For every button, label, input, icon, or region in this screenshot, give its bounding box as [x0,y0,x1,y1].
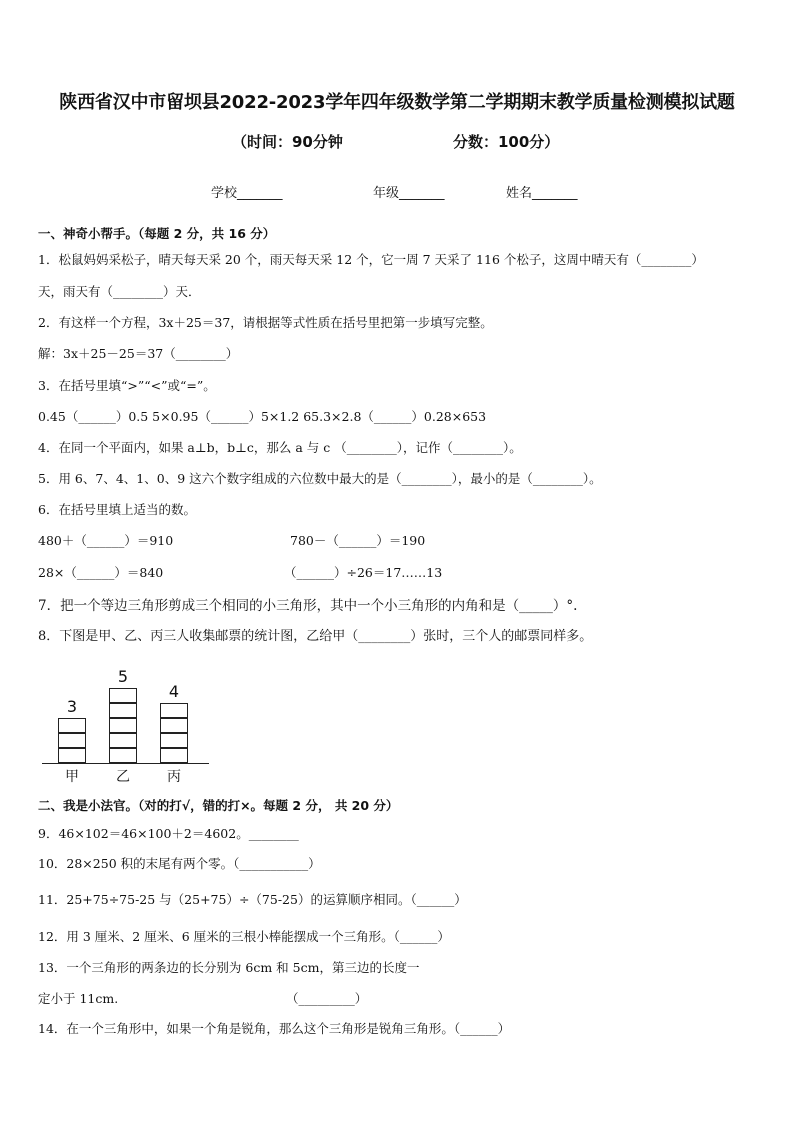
question-12: 12．用 3 厘米、2 厘米、6 厘米的三根小棒能摆成一个三角形。（______） [38,929,450,944]
question-9: 9．46×102＝46×100＋2＝4602。________ [38,826,299,841]
question-5: 5．用 6、7、4、1、0、9 这六个数字组成的六位数中最大的是（________），最小的是（________）。 [38,471,602,486]
section1-title: 一、神奇小帮手。（每题 2 分，共 16 分） [38,226,276,241]
question-6-item-a: 480＋（______）＝910 [38,533,174,548]
question-8: 8．下图是甲、乙、丙三人收集邮票的统计图，乙给甲（________）张时，三个人的邮票同样多。 [38,629,593,644]
question-10: 10．28×250 积的末尾有两个零。（___________） [38,856,321,871]
chart-category-label: 丙 [167,769,181,785]
question-13-line-2: 定小于 11cm. [38,991,119,1006]
chart-category-label: 甲 [65,769,79,785]
question-1-line-1: 1．松鼠妈妈采松子，晴天每天采 20 个，雨天每天采 12 个，它一周 7 天采了 116 个松子，这周中晴天有（________） [38,252,704,267]
chart-bar-unit [58,748,86,763]
chart-bar-unit [160,703,188,718]
chart-bar-unit [109,733,137,748]
chart-category-label: 乙 [116,769,130,785]
question-6-item-d: （______）÷26＝17……13 [284,565,443,580]
chart-value-label: 3 [66,697,78,716]
section2-title: 二、我是小法官。（对的打√，错的打×。每题 2 分， 共 20 分） [38,798,399,813]
question-13-line-1: 13．一个三角形的两条边的长分别为 6cm 和 5cm，第三边的长度一 [38,960,420,975]
question-3-items: 0.45（______）0.5 5×0.95（______）5×1.2 65.3×2.8（______）0.28×653 [38,409,487,424]
page-title: 陕西省汉中市留坝县2022-2023学年四年级数学第二学期期末教学质量检测模拟试题 [59,92,735,113]
exam-time: （时间：90分钟 [232,133,343,151]
question-7: 7．把一个等边三角形剪成三个相同的小三角形，其中一个小三角形的内角和是（_____）°. [38,598,578,614]
question-2-solution: 解：3x＋25－25＝37（________） [38,346,239,361]
chart-bar-unit [160,733,188,748]
question-6-item-c: 28×（______）＝840 [38,565,164,580]
exam-score: 分数：100分） [453,133,560,151]
chart-bar-unit [109,748,137,763]
question-6-item-b: 780－（______）＝190 [290,533,426,548]
chart-bar-unit [109,703,137,718]
question-3: 3．在括号里填“>”“<”或“=”。 [38,378,216,393]
chart-bar-unit [160,718,188,733]
question-11: 11．25+75÷75-25 与（25+75）÷（75-25）的运算顺序相同。（______） [38,892,467,907]
grade-field[interactable]: 年级_______ [373,186,445,201]
question-1-line-2: 天，雨天有（________）天． [38,284,201,299]
chart-bar-unit [109,688,137,703]
chart-value-label: 5 [117,667,129,686]
name-field[interactable]: 姓名_______ [506,186,578,201]
chart-bar-unit [109,718,137,733]
school-field[interactable]: 学校_______ [211,186,283,201]
question-2: 2．有这样一个方程，3x＋25＝37，请根据等式性质在括号里把第一步填写完整。 [38,315,493,330]
chart-value-label: 4 [168,682,180,701]
question-13-answer: （_________） [286,991,368,1006]
question-6: 6．在括号里填上适当的数。 [38,502,196,517]
question-4: 4．在同一个平面内，如果 a⊥b，b⊥c，那么 a 与 c （________），记作（________）。 [38,440,522,455]
chart-baseline [42,763,209,764]
chart-bar-unit [58,733,86,748]
question-14: 14．在一个三角形中，如果一个角是锐角，那么这个三角形是锐角三角形。（______） [38,1021,511,1036]
chart-bar-unit [58,718,86,733]
chart-bar-unit [160,748,188,763]
